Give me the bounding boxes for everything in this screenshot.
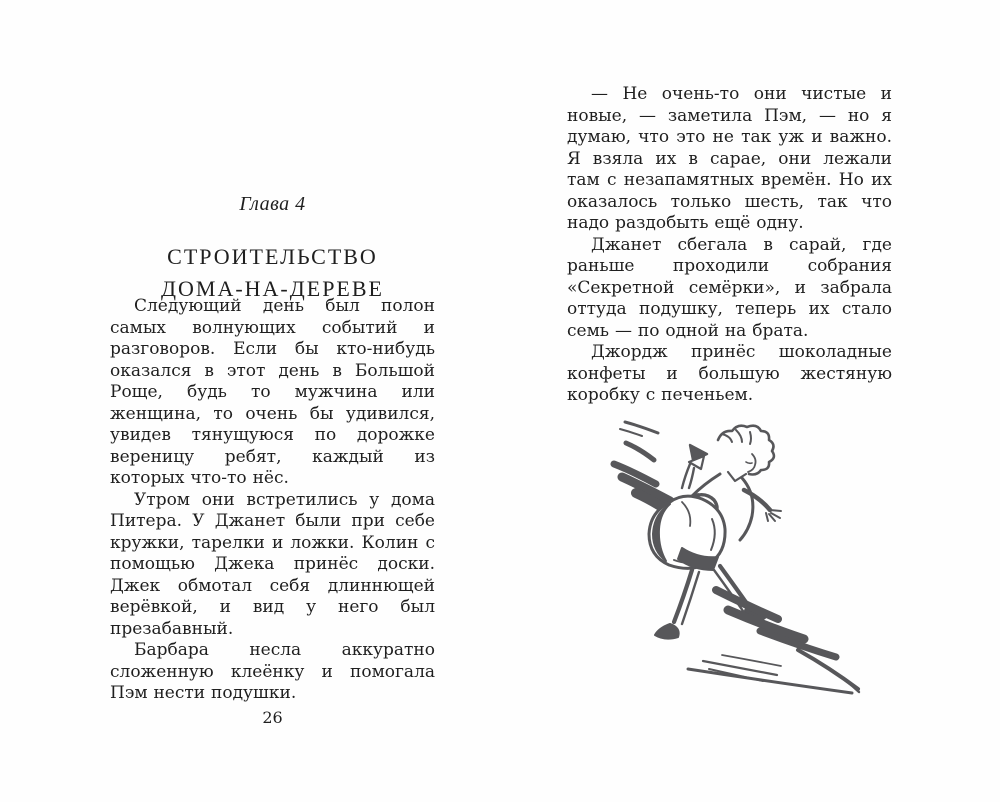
paragraph: Барбара несла аккуратно сложенную клеёнку и помогала Пэм нести подушки. xyxy=(110,640,435,703)
illustration-girl-carrying-cushions xyxy=(570,398,930,718)
page-number: 26 xyxy=(262,708,283,727)
chapter-title-line-2: ДОМА-НА-ДЕРЕВЕ xyxy=(160,275,384,301)
chapter-label: Глава 4 xyxy=(239,193,306,215)
paragraph-dialog: — Не очень-то они чистые и новые, — заметила Пэм, — но я думаю, что это не так уж и важно. Я взяла их в сарае, они лежали там с незапамятных времён. Но их оказалось только шесть, так что надо раздобыть ещё одну. xyxy=(567,84,892,233)
left-text-block xyxy=(110,296,435,705)
paragraph: Джордж принёс шоколадные конфеты и большую жестяную коробку с печеньем. xyxy=(567,342,892,405)
paragraph: Следующий день был полон самых волнующих событий и разговоров. Если бы кто-нибудь оказался в этот день в Большой Роще, будь то мужчина или женщина, то очень бы удивился, увидев тянущуюся по дорожке вереницу ребят, каждый из которых что-то нёс. xyxy=(110,296,435,488)
chapter-title-line-1: СТРОИТЕЛЬСТВО xyxy=(167,243,378,269)
girl-sketch-drawing xyxy=(570,398,930,718)
paragraph: Джанет сбегала в сарай, где раньше проходили собрания «Секретной семёрки», и забрала оттуда подушку, теперь их стало семь — по одной на брата. xyxy=(567,234,892,341)
paragraph: Утром они встретились у дома Питера. У Джанет были при себе кружки, тарелки и ложки. Колин с помощью Джека принёс доски. Джек обмотал себя длиннющей верёвкой, и вид у него был презабавный. xyxy=(110,489,435,639)
right-text-block xyxy=(567,84,892,407)
left-page xyxy=(110,0,435,802)
